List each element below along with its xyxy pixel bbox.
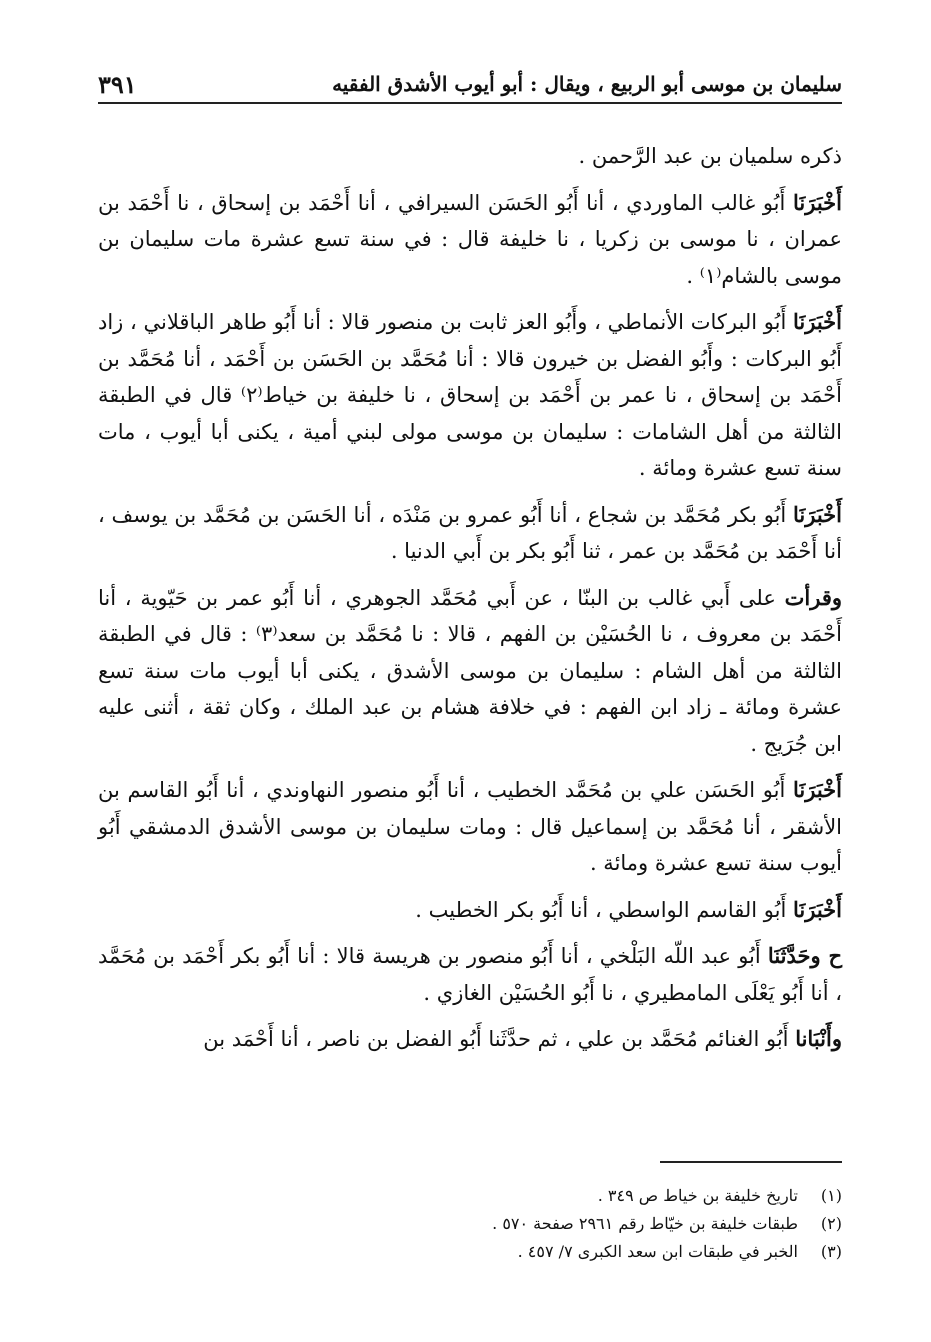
paragraph-text: أَبُو عبد اللّه البَلْخي ، أنا أَبُو منصور بن هريسة قالا : أنا أَبُو بكر أَحْمَد بن مُحَمَّد ، أنا أَبُو يَعْلَى المامطيري ، نا أَبُو الحُسَيْن الغازي . (98, 944, 842, 1005)
paragraph (98, 138, 842, 175)
footnote-mark: (٣) (820, 1242, 842, 1261)
paragraph-text: أَبُو بكر مُحَمَّد بن شجاع ، أنا أَبُو عمرو بن مَنْدَه ، أنا الحَسَن بن مُحَمَّد بن يوسف ، أنا أَحْمَد بن مُحَمَّد بن عمر ، ثنا أَبُو بكر بن أَبي الدنيا . (98, 502, 842, 563)
footnote-text: تاريخ خليفة بن خياط ص ٣٤٩ . (597, 1186, 798, 1205)
paragraph-text: أَبُو الغنائم مُحَمَّد بن علي ، ثم حدَّثَنا أَبُو الفضل بن ناصر ، أنا أَحْمَد بن (203, 1027, 796, 1051)
footnote-mark: (٢) (820, 1214, 842, 1233)
footnote (98, 1238, 842, 1266)
footnote (98, 1210, 842, 1238)
footnote (98, 1182, 842, 1210)
running-header (98, 66, 842, 100)
paragraph-keyword: وأَنْبَانا (795, 1026, 842, 1051)
paragraph-keyword: أَخْبَرَنَا (793, 896, 842, 922)
paragraph-text: أَبُو غالب الماوردي ، أنا أَبُو الحَسَن السيرافي ، أنا أَحْمَد بن إسحاق ، نا أَحْمَد بن عمران ، نا موسى بن زكريا ، نا خليفة قال : في سنة تسع عشرة مات سليمان بن موسى بالشام⁽١⁾ . (98, 190, 842, 288)
footnotes (98, 1182, 842, 1266)
paragraph (98, 892, 842, 929)
paragraph-keyword: وقرأت (784, 584, 842, 610)
paragraph-text: أَبُو القاسم الواسطي ، أنا أَبُو بكر الخطيب . (415, 897, 794, 922)
paragraph-keyword: ح وحَدَّثَنَا (767, 943, 843, 968)
paragraph-keyword: أَخْبَرَنَا (793, 501, 842, 527)
footnote-separator (660, 1161, 842, 1163)
header-title: سليمان بن موسى أبو الربيع ، ويقال : أبو أيوب الأشدق الفقيه (332, 72, 842, 96)
page-number: ٣٩١ (98, 70, 137, 99)
main-text (98, 138, 842, 1068)
paragraph (98, 1021, 842, 1058)
paragraph-text: أَبُو البركات الأنماطي ، وأَبُو العز ثابت بن منصور قالا : أنا أَبُو طاهر الباقلاني ، زاد أَبُو البركات : وأَبُو الفضل بن خيرون قالا : أنا مُحَمَّد بن الحَسَن بن أَحْمَد ، أنا مُحَمَّد بن أَحْمَد بن إسحاق ، نا عمر بن أَحْمَد بن إسحاق ، نا خليفة بن خياط⁽٢⁾ قال في الطبقة الثالثة من أهل الشامات : سليمان بن موسى مولى لبني أمية ، يكنى أبا أيوب ، مات سنة تسع عشرة ومائة . (98, 310, 842, 480)
paragraph-text: أَبُو الحَسَن علي بن مُحَمَّد الخطيب ، أنا أَبُو منصور النهاوندي ، أنا أَبُو القاسم بن الأشقر ، أنا مُحَمَّد بن إسماعيل قال : ومات سليمان بن موسى الأشدق الدمشقي أَبُو أيوب سنة تسع عشرة ومائة . (98, 778, 842, 875)
paragraph (98, 185, 842, 295)
paragraph-keyword: أَخْبَرَنَا (793, 777, 842, 802)
header-rule (98, 102, 842, 104)
paragraph-text: على أَبي غالب بن البنّا ، عن أَبي مُحَمَّد الجوهري ، أنا أَبُو عمر بن حَيّوية ، أنا أَحْمَد بن معروف ، نا الحُسَيْن بن الفهم ، قالا : نا مُحَمَّد بن سعد⁽٣⁾ : قال في الطبقة الثالثة من أهل الشام : سليمان بن موسى الأشدق ، يكنى أبا أيوب مات سنة تسع عشرة ومائة ـ زاد ابن الفهم : في خلافة هشام بن عبد الملك ، وكان ثقة ، أثنى عليه ابن جُرَيج . (98, 585, 842, 756)
paragraph (98, 938, 842, 1011)
footnote-mark: (١) (820, 1186, 842, 1205)
paragraph (98, 580, 842, 763)
paragraph (98, 772, 842, 882)
paragraph-text: ذكره سلميان بن عبد الرَّحمن . (578, 144, 842, 168)
paragraph-keyword: أَخْبَرَنَا (793, 189, 842, 215)
paragraph-keyword: أَخْبَرَنَا (793, 309, 842, 334)
paragraph (98, 304, 842, 487)
footnote-text: الخبر في طبقات ابن سعد الكبرى ٧/ ٤٥٧ . (517, 1242, 798, 1261)
paragraph (98, 497, 842, 570)
footnote-text: طبقات خليفة بن خيّاط رقم ٢٩٦١ صفحة ٥٧٠ . (492, 1214, 798, 1233)
